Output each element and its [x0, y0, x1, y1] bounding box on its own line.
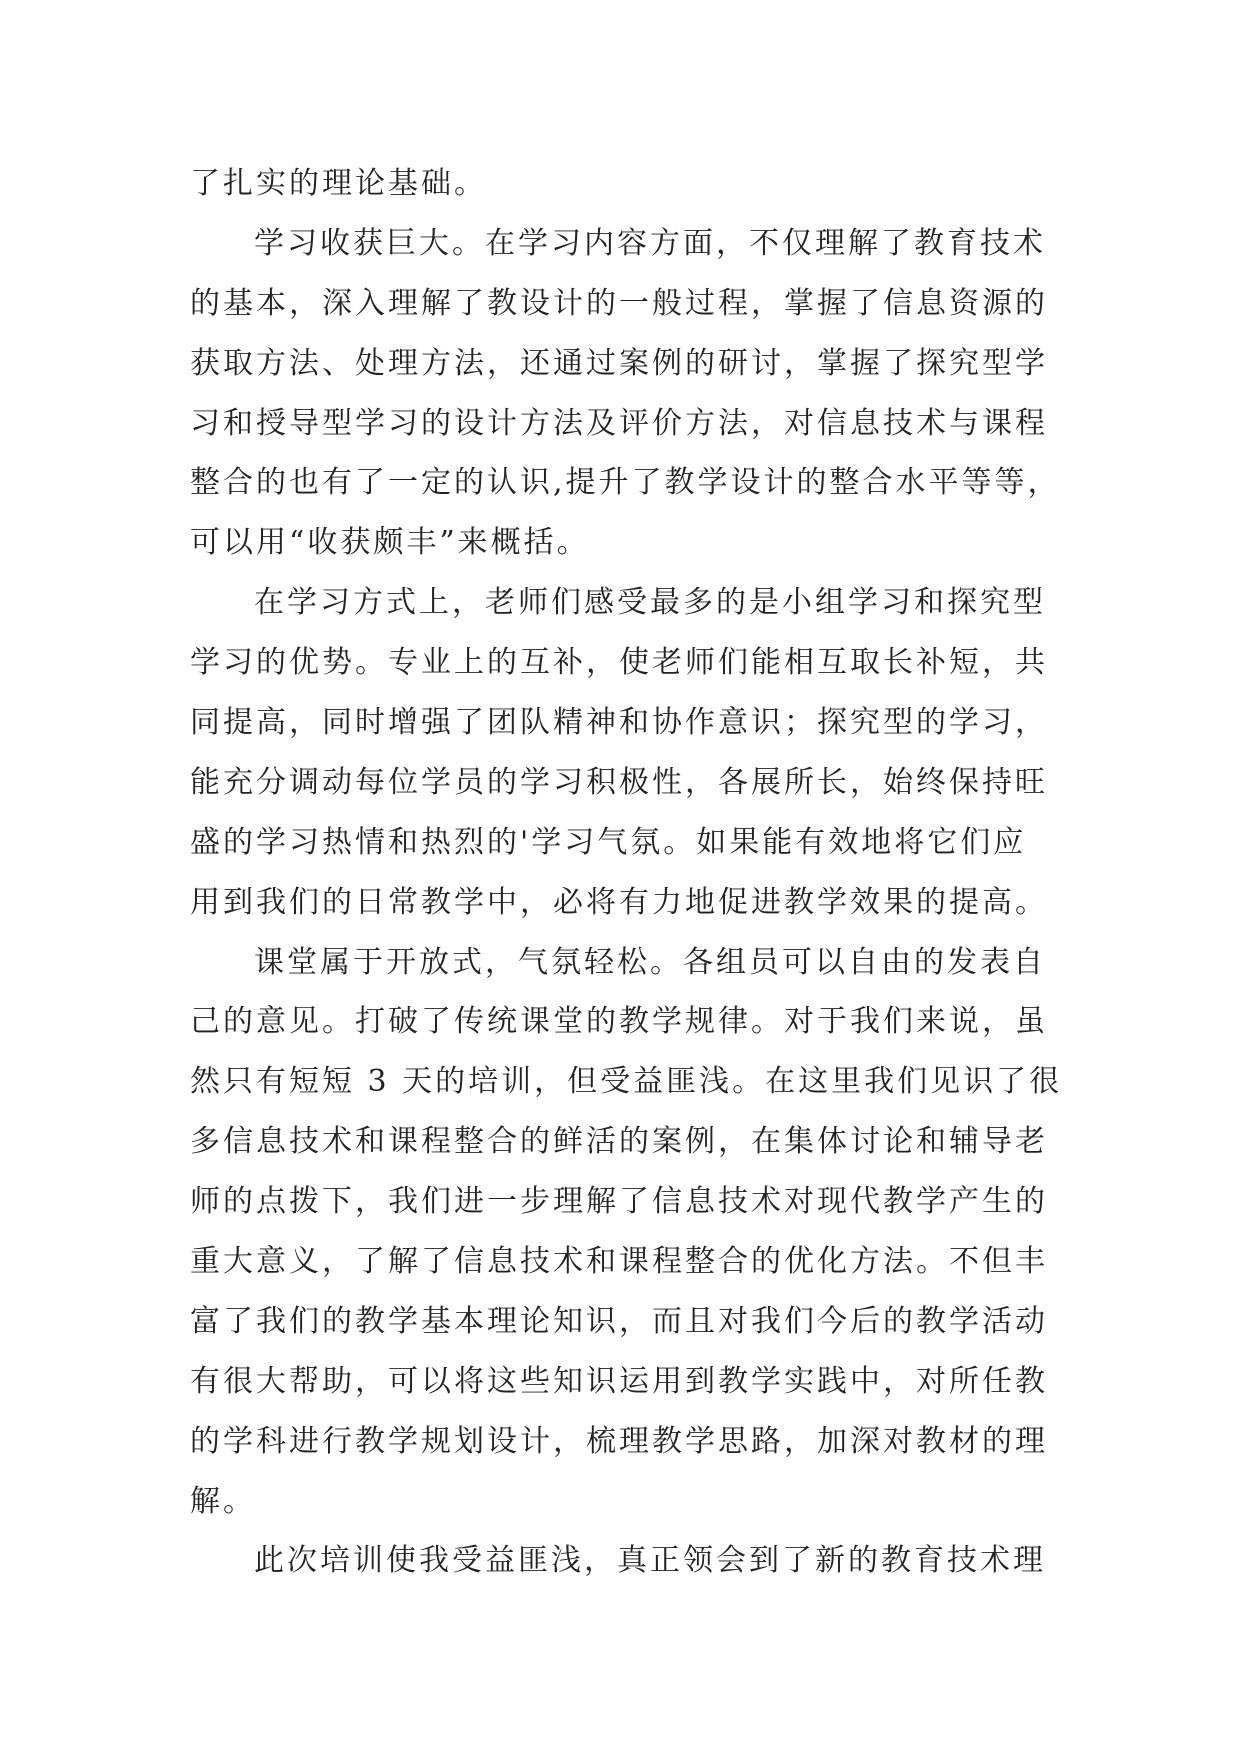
text-line: 了扎实的理论基础。	[190, 166, 487, 201]
text-line: 富了我们的教学基本理论知识，而且对我们今后的教学活动	[190, 1303, 1048, 1339]
text-line: 然只有短短 3 天的培训，但受益匪浅。在这里我们见识了很	[190, 1064, 1063, 1100]
text-line: 可以用“收获颇丰”来概括。	[190, 525, 590, 561]
text-line: 师的点拨下，我们进一步理解了信息技术对现代教学产生的	[190, 1184, 1048, 1220]
text-line: 的基本，深入理解了教设计的一般过程，掌握了信息资源的	[190, 285, 1048, 321]
paragraph-start-line: 课堂属于开放式，气氛轻松。各组员可以自由的发表自	[254, 944, 1046, 980]
document-body	[190, 154, 1063, 1591]
text-line: 有很大帮助，可以将这些知识运用到教学实践中，对所任教	[190, 1363, 1048, 1399]
text-line: 同提高，同时增强了团队精神和协作意识；探究型的学习，	[190, 705, 1048, 741]
text-line: 获取方法、处理方法，还通过案例的研讨，掌握了探究型学	[190, 345, 1048, 381]
paragraph-start-line: 学习收获巨大。在学习内容方面，不仅理解了教育技术	[254, 225, 1046, 261]
text-line: 用到我们的日常教学中，必将有力地促进教学效果的提高。	[190, 884, 1048, 920]
text-line: 整合的也有了一定的认识,提升了教学设计的整合水平等等，	[190, 465, 1061, 501]
text-line: 己的意见。打破了传统课堂的教学规律。对于我们来说，虽	[190, 1004, 1048, 1040]
paragraph-start-line: 在学习方式上，老师们感受最多的是小组学习和探究型	[254, 585, 1046, 621]
text-line: 盛的学习热情和热烈的'学习气氛。如果能有效地将它们应	[190, 824, 1027, 860]
text-line: 的学科进行教学规划设计，梳理教学思路，加深对教材的理	[190, 1423, 1048, 1459]
paragraph-start-line: 此次培训使我受益匪浅，真正领会到了新的教育技术理	[254, 1543, 1046, 1579]
text-line: 学习的优势。专业上的互补，使老师们能相互取长补短，共	[190, 645, 1048, 681]
text-line: 解。	[190, 1483, 256, 1519]
text-line: 多信息技术和课程整合的鲜活的案例，在集体讨论和辅导老	[190, 1124, 1048, 1160]
text-line: 重大意义，了解了信息技术和课程整合的优化方法。不但丰	[190, 1244, 1048, 1280]
text-line: 习和授导型学习的设计方法及评价方法，对信息技术与课程	[190, 405, 1048, 441]
text-line: 能充分调动每位学员的学习积极性，各展所长，始终保持旺	[190, 764, 1048, 800]
